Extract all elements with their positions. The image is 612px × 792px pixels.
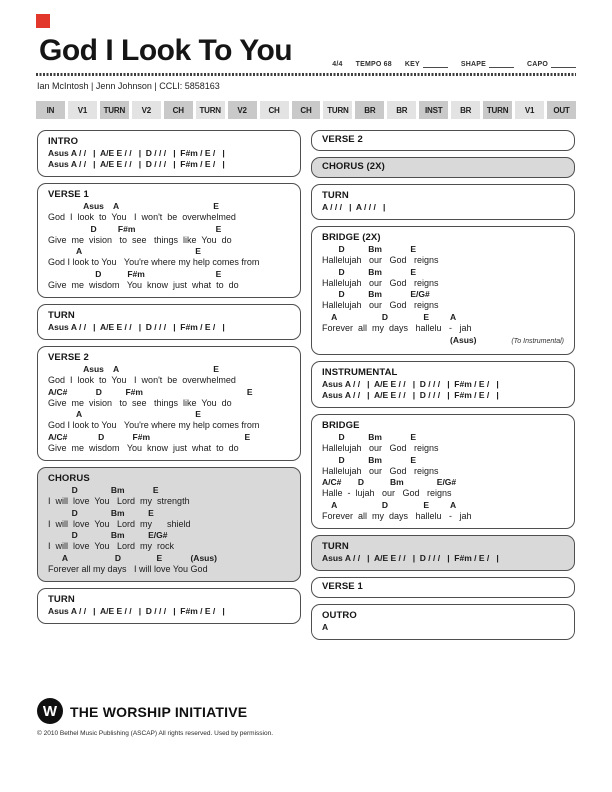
chords-line: Asus A / / | A/E E / / | D / / / | F#m / E / |	[48, 322, 225, 332]
song-map-cell-turn-2: TURN	[100, 101, 129, 119]
shape-field	[461, 60, 514, 68]
chords-line: D Bm E	[322, 266, 416, 277]
note-chord: (Asus)	[450, 335, 477, 345]
authors-line: Ian McIntosh | Jenn Johnson | CCLI: 5858163	[37, 81, 220, 91]
chords-line: D F#m E	[48, 268, 222, 279]
section-intro	[37, 130, 301, 177]
song-map-cell-in-0: IN	[36, 101, 65, 119]
section-chorus-2x	[311, 157, 575, 178]
chords-line: A D E A	[322, 499, 457, 510]
section-title: INSTRUMENTAL	[322, 367, 398, 378]
section-title: VERSE 1	[48, 189, 89, 200]
section-title: VERSE 2	[48, 352, 89, 363]
chords-line: D Bm E	[322, 432, 416, 442]
lyrics-line: Forever all my days hallelu - jah	[322, 510, 472, 521]
section-turn	[37, 304, 301, 340]
left-column	[37, 130, 301, 624]
song-map-cell-ch-7: CH	[260, 101, 289, 119]
section-title: VERSE 1	[322, 581, 363, 592]
chords-line: Asus A / / | A/E E / / | D / / / | F#m / E / |	[48, 148, 225, 158]
section-bridge	[311, 414, 575, 529]
section-verse-1	[37, 183, 301, 298]
song-map-cell-ch-8: CH	[292, 101, 321, 119]
meta-row	[332, 60, 576, 68]
lyrics-line: God I look to You You're where my help comes from	[48, 257, 260, 267]
section-bridge-2x	[311, 226, 575, 355]
chords-line: Asus A E	[48, 201, 219, 211]
copyright-line: © 2010 Bethel Music Publishing (ASCAP) All rights reserved. Used by permission.	[37, 730, 274, 737]
brand-red-square-icon	[36, 14, 50, 28]
shape-blank	[489, 60, 514, 68]
lyrics-line: God I look to You I won't be overwhelmed	[48, 375, 236, 385]
lyrics-line: Hallelujah our God reigns	[322, 255, 439, 265]
song-map	[36, 101, 576, 119]
lyrics-line: Forever all my days I will love You God	[48, 563, 208, 574]
capo-blank	[551, 60, 576, 68]
section-outro	[311, 604, 575, 640]
section-title: CHORUS (2X)	[322, 161, 385, 172]
lyrics-line: I will love You Lord my rock	[48, 541, 175, 551]
lyrics-line: I will love You Lord my strength	[48, 496, 190, 506]
song-map-cell-ch-4: CH	[164, 101, 193, 119]
direction-note: (To Instrumental)	[511, 338, 564, 345]
lyrics-line: God I look to You You're where my help comes from	[48, 420, 260, 430]
tempo-label: TEMPO 68	[355, 61, 392, 68]
time-signature: 4/4	[332, 61, 343, 68]
song-map-cell-out-16: OUT	[547, 101, 576, 119]
section-title: TURN	[322, 190, 349, 201]
song-map-cell-v2-3: V2	[132, 101, 161, 119]
section-verse-1	[311, 577, 575, 598]
section-title: TURN	[48, 310, 75, 321]
lyrics-line: God I look to You I won't be overwhelmed	[48, 212, 236, 222]
song-map-cell-br-10: BR	[355, 101, 384, 119]
chords-line: D F#m E	[48, 223, 222, 234]
capo-label: CAPO	[526, 61, 548, 68]
chords-line: D Bm E	[48, 485, 159, 495]
key-label: KEY	[404, 61, 420, 68]
lyrics-line: Give me wisdom You know just what to do	[48, 279, 239, 290]
lyrics-line: Hallelujah our God reigns	[322, 443, 439, 453]
chords-line: A / / / | A / / / |	[322, 202, 386, 212]
dotted-divider	[36, 73, 576, 76]
song-map-cell-v2-6: V2	[228, 101, 257, 119]
lyrics-line: Give me vision to see things like You do	[48, 397, 232, 408]
section-title: TURN	[322, 541, 349, 552]
section-turn	[311, 535, 575, 571]
section-verse-2	[37, 346, 301, 461]
song-map-cell-br-11: BR	[387, 101, 416, 119]
section-title: VERSE 2	[322, 134, 363, 145]
section-instrumental	[311, 361, 575, 408]
key-field	[405, 60, 448, 68]
lyrics-line: Hallelujah our God reigns	[322, 465, 439, 476]
section-title: CHORUS	[48, 473, 90, 484]
chords-line: A/C# D F#m E	[48, 386, 253, 397]
shape-label: SHAPE	[460, 61, 486, 68]
song-map-cell-v1-15: V1	[515, 101, 544, 119]
chords-line: D Bm E	[48, 507, 154, 518]
song-map-cell-turn-5: TURN	[196, 101, 225, 119]
section-title: BRIDGE	[322, 420, 360, 431]
song-title: God I Look To You	[39, 34, 293, 67]
lyrics-line: Forever all my days hallelu - jah	[322, 322, 472, 333]
note-line	[322, 334, 564, 348]
chords-line: A D E (Asus)	[48, 552, 217, 563]
section-turn	[311, 184, 575, 220]
section-verse-2	[311, 130, 575, 151]
capo-field	[527, 60, 576, 68]
song-map-cell-turn-9: TURN	[323, 101, 352, 119]
section-title: INTRO	[48, 136, 79, 147]
chords-line: Asus A / / | A/E E / / | D / / / | F#m / E / |	[48, 159, 225, 169]
chords-line: A/C# D Bm E/G#	[322, 477, 457, 487]
song-map-cell-turn-14: TURN	[483, 101, 512, 119]
song-map-cell-inst-12: INST	[419, 101, 448, 119]
lyrics-line: Hallelujah our God reigns	[322, 300, 439, 310]
chords-line: Asus A / / | A/E E / / | D / / / | F#m / E / |	[322, 390, 499, 400]
lyrics-line: Give me wisdom You know just what to do	[48, 442, 239, 453]
lyrics-line: Halle - lujah our God reigns	[322, 488, 452, 498]
chords-line: D Bm E/G#	[322, 289, 430, 299]
chords-line: D Bm E/G#	[48, 530, 168, 540]
chords-line: A/C# D F#m E	[48, 431, 251, 442]
brand-name: THE WORSHIP INITIATIVE	[70, 704, 248, 720]
key-blank	[423, 60, 448, 68]
chords-line: D Bm E	[322, 454, 416, 465]
section-title: TURN	[48, 594, 75, 605]
lyrics-line: Give me vision to see things like You do	[48, 234, 232, 245]
chords-line: D Bm E	[322, 244, 416, 254]
chords-line: Asus A / / | A/E E / / | D / / / | F#m / E / |	[322, 379, 499, 389]
lyrics-line: Hallelujah our God reigns	[322, 277, 439, 288]
chords-line: A E	[48, 409, 201, 419]
chords-line: A D E A	[322, 311, 457, 322]
section-title: OUTRO	[322, 610, 357, 621]
chords-line: Asus A / / | A/E E / / | D / / / | F#m / E / |	[48, 606, 225, 616]
chords-line: A	[322, 622, 329, 632]
logo-letter: W	[42, 702, 58, 720]
section-chorus	[37, 467, 301, 582]
section-title: BRIDGE (2X)	[322, 232, 381, 243]
song-map-cell-br-13: BR	[451, 101, 480, 119]
worship-initiative-logo-icon	[37, 698, 63, 724]
chords-line: Asus A / / | A/E E / / | D / / / | F#m / E / |	[322, 553, 499, 563]
chords-line: A E	[48, 246, 201, 256]
chords-line: Asus A E	[48, 364, 219, 374]
right-column	[311, 130, 575, 640]
lyrics-line: I will love You Lord my shield	[48, 518, 191, 529]
song-map-cell-v1-1: V1	[68, 101, 97, 119]
section-turn	[37, 588, 301, 624]
